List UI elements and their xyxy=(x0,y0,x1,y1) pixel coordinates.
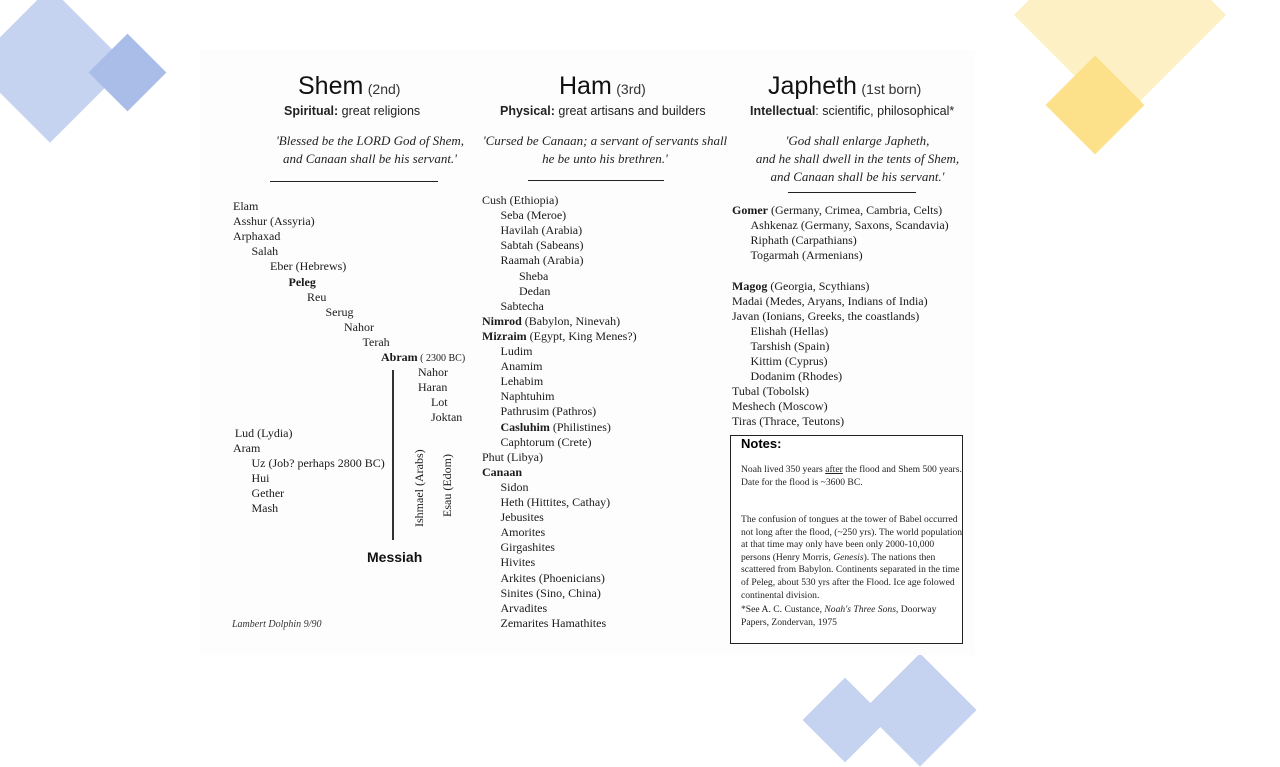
descendant-name: Javan (Ionians, Greeks, the coastlands) xyxy=(732,308,920,323)
shem-trait-text: great religions xyxy=(338,104,421,118)
ham-descendant xyxy=(501,208,567,223)
descendant-name: Seba (Meroe) xyxy=(500,208,567,223)
ham-descendant xyxy=(501,586,601,601)
ham-descendant xyxy=(501,540,555,555)
japheth-descendant xyxy=(751,324,829,339)
descendant-name: Salah xyxy=(251,244,279,259)
descendant-name: Hivites xyxy=(500,555,536,570)
descendant-name: Gomer xyxy=(732,203,768,217)
shem-descendant xyxy=(233,441,260,456)
japheth-descendant xyxy=(751,369,843,384)
descendant-name: Casluhim xyxy=(500,419,550,434)
descendant-name: Naphtuhim xyxy=(500,389,555,404)
shem-descendant xyxy=(233,229,280,244)
descendant-name: Sabtecha xyxy=(500,298,544,313)
descendant-name: Arvadites xyxy=(500,600,548,615)
shem-descendant xyxy=(233,199,258,214)
ham-descendant xyxy=(501,555,536,570)
japheth-descendant xyxy=(751,354,828,369)
t: *See A. C. Custance, xyxy=(741,604,825,615)
japheth-quote xyxy=(735,132,980,186)
shem-descendant xyxy=(252,471,270,486)
descendant-name: Lehabim xyxy=(500,374,544,389)
ham-descendant xyxy=(501,223,583,238)
shem-descendant xyxy=(431,395,448,410)
descendant-name: Terah xyxy=(362,334,390,349)
notes-paragraph-1 xyxy=(741,464,963,489)
japheth-descendant xyxy=(751,248,863,263)
descendant-name: Amorites xyxy=(500,525,546,540)
ham-descendant xyxy=(482,465,522,480)
shem-descendant xyxy=(252,486,285,501)
descendant-name: Tarshish (Spain) xyxy=(750,338,830,353)
shem-descendant xyxy=(252,456,385,471)
japheth-descendant xyxy=(732,203,942,218)
shem-descendant xyxy=(289,275,316,290)
ishmael-label: Ishmael (Arabs) xyxy=(412,449,426,527)
descendant-note: (Babylon, Ninevah) xyxy=(521,313,621,328)
descendant-name: Phut (Libya) xyxy=(482,449,543,464)
signature: Lambert Dolphin 9/90 xyxy=(232,619,322,630)
t: Noah's Three Sons, xyxy=(824,604,899,615)
descendant-name: Sabtah (Sabeans) xyxy=(500,238,584,253)
ham-descendant xyxy=(501,299,544,314)
ham-descendant xyxy=(501,495,611,510)
descendant-name: Gether xyxy=(251,485,285,500)
t: Doorway Papers, Zondervan, 1975 xyxy=(741,604,937,628)
japheth-descendant xyxy=(732,384,809,399)
ham-descendant xyxy=(501,601,548,616)
divider xyxy=(788,192,916,193)
ham-trait-label: Physical: xyxy=(500,104,555,118)
ham-descendant xyxy=(482,193,558,208)
japheth-descendant xyxy=(751,339,830,354)
shem-descendant xyxy=(418,365,448,380)
genealogy-document xyxy=(200,50,975,655)
shem-trait xyxy=(284,104,420,118)
abram-line xyxy=(392,370,394,540)
ham-trait-text: great artisans and builders xyxy=(554,104,706,118)
ham-heading xyxy=(559,72,646,101)
shem-heading xyxy=(298,72,400,101)
descendant-name: Nahor xyxy=(418,365,448,380)
japheth-trait-text: : scientific, philosophical* xyxy=(815,104,955,118)
descendant-name: Ludim xyxy=(500,344,533,358)
descendant-name: Eber (Hebrews) xyxy=(270,259,347,274)
shem-descendant xyxy=(252,244,279,259)
t: the flood and Shem 500 years. Date for the flood is ~3600 BC. xyxy=(741,464,962,488)
descendant-note: (Georgia, Scythians) xyxy=(767,278,870,293)
descendant-note: (Germany, Crimea, Cambria, Celts) xyxy=(767,203,943,217)
descendant-name: Pathrusim (Pathros) xyxy=(500,404,597,419)
descendant-name: Asshur (Assyria) xyxy=(233,214,315,229)
descendant-name: Aram xyxy=(233,440,261,455)
t: The confusion of tongues at the tower of Babel occurred not long after the flood, (~250 yrs). The world population at that time may only have been only 2000-10,000 persons (Henry Morris, xyxy=(741,514,963,563)
japheth-descendant xyxy=(751,233,857,248)
ham-descendant xyxy=(501,616,607,631)
notes-paragraph-3 xyxy=(741,604,963,629)
japheth-heading xyxy=(768,72,921,101)
ham-descendant xyxy=(501,510,544,525)
descendant-name: Elam xyxy=(233,199,259,213)
descendant-name: Abram xyxy=(381,350,418,364)
descendant-name: Nahor xyxy=(344,319,374,334)
ham-descendant xyxy=(501,404,597,419)
descendant-name: Anamim xyxy=(500,359,543,374)
descendant-name: Reu xyxy=(307,289,327,304)
descendant-name: Nimrod xyxy=(482,313,522,328)
shem-descendant xyxy=(381,350,465,365)
ham-descendant xyxy=(501,389,555,404)
descendant-name: Mizraim xyxy=(482,328,527,343)
ham-trait xyxy=(500,104,706,118)
divider xyxy=(270,181,438,182)
shem-quote xyxy=(250,132,490,168)
descendant-name: Joktan xyxy=(430,410,463,425)
descendant-name: Tiras (Thrace, Teutons) xyxy=(732,414,845,429)
descendant-name: Serug xyxy=(325,304,354,319)
ham-descendant xyxy=(501,525,546,540)
notes-box xyxy=(730,435,963,644)
descendant-name: Magog xyxy=(732,278,768,293)
shem-name: Shem xyxy=(298,72,364,100)
shem-descendant xyxy=(307,290,326,305)
t: ). The nations then scattered from Babylon. Continents separated in the time of Peleg, about 530 yrs after the Flood. Ice age folowed continental division. xyxy=(741,551,960,601)
descendant-name: Togarmah (Armenians) xyxy=(750,248,863,263)
descendant-name: Hui xyxy=(251,470,270,485)
ham-descendant xyxy=(501,420,611,435)
ham-quote xyxy=(475,132,735,168)
descendant-name: Peleg xyxy=(288,274,316,289)
descendant-name: Dodanim (Rhodes) xyxy=(750,369,843,384)
decor-diamond-blue-bottom xyxy=(863,653,976,766)
japheth-descendant xyxy=(751,218,949,233)
ham-descendant xyxy=(482,450,543,465)
quote-line: he be unto his brethren.' xyxy=(542,151,668,166)
japheth-descendant xyxy=(732,399,828,414)
descendant-name: Havilah (Arabia) xyxy=(500,223,583,238)
descendant-name: Riphath (Carpathians) xyxy=(750,233,857,248)
shem-descendant xyxy=(326,305,354,320)
divider xyxy=(528,180,664,181)
ham-descendant xyxy=(501,359,543,374)
shem-descendant xyxy=(235,426,293,441)
descendant-name: Meshech (Moscow) xyxy=(732,399,828,414)
quote-line: and Canaan shall be his servant.' xyxy=(770,169,945,184)
shem-descendant xyxy=(344,320,374,335)
descendant-name: Mash xyxy=(251,501,279,515)
descendant-note: ( 2300 BC) xyxy=(417,353,466,364)
japheth-descendant xyxy=(732,294,928,309)
descendant-name: Sinites (Sino, China) xyxy=(500,585,601,600)
descendant-name: Cush (Ethiopia) xyxy=(482,193,559,207)
ham-descendant xyxy=(501,435,592,450)
shem-descendant xyxy=(363,335,390,350)
ham-descendant xyxy=(501,238,584,253)
ham-descendant xyxy=(482,314,620,329)
ham-descendant xyxy=(519,284,550,299)
descendant-name: Dedan xyxy=(519,283,551,298)
descendant-name: Zemarites Hamathites xyxy=(500,615,607,630)
shem-order: (2nd) xyxy=(367,81,401,97)
japheth-descendant xyxy=(732,309,919,324)
shem-descendant xyxy=(252,501,279,516)
japheth-trait xyxy=(750,104,954,118)
ham-order: (3rd) xyxy=(616,81,646,97)
t: after xyxy=(825,464,843,475)
messiah-label: Messiah xyxy=(367,549,423,565)
descendant-name: Uz (Job? perhaps 2800 BC) xyxy=(251,455,385,470)
descendant-note: (Philistines) xyxy=(549,419,611,434)
descendant-name: Canaan xyxy=(482,464,523,479)
t: Genesis xyxy=(833,551,864,563)
shem-descendant xyxy=(431,410,462,425)
ham-descendant xyxy=(519,269,548,284)
descendant-name: Raamah (Arabia) xyxy=(500,253,584,268)
descendant-name: Jebusites xyxy=(500,510,544,525)
shem-trait-label: Spiritual: xyxy=(284,104,339,118)
notes-title: Notes: xyxy=(741,436,782,451)
descendant-name: Tubal (Tobolsk) xyxy=(732,384,810,399)
ham-descendant xyxy=(501,344,533,359)
notes-paragraph-2 xyxy=(741,514,963,602)
descendant-name: Arkites (Phoenicians) xyxy=(500,570,605,585)
japheth-order: (1st born) xyxy=(861,81,922,97)
t: Noah lived 350 years xyxy=(741,464,826,475)
decor-diamond-blue-bottom2 xyxy=(803,678,888,763)
ham-descendant xyxy=(482,329,637,344)
quote-line: 'Cursed be Canaan; a servant of servants shall xyxy=(482,133,728,148)
descendant-name: Arphaxad xyxy=(233,229,281,244)
descendant-name: Lot xyxy=(430,395,448,410)
quote-line: and Canaan shall be his servant.' xyxy=(283,151,457,166)
ham-descendant xyxy=(501,253,584,268)
descendant-name: Caphtorum (Crete) xyxy=(500,434,592,449)
shem-descendant xyxy=(418,380,447,395)
descendant-note: (Egypt, King Menes?) xyxy=(526,328,637,343)
descendant-name: Sidon xyxy=(500,479,529,494)
ham-descendant xyxy=(501,571,605,586)
descendant-name: Madai (Medes, Aryans, Indians of India) xyxy=(732,293,928,308)
quote-line: 'God shall enlarge Japheth, xyxy=(785,133,930,148)
descendant-name: Sheba xyxy=(519,268,549,283)
descendant-name: Heth (Hittites, Cathay) xyxy=(500,495,611,509)
descendant-name: Girgashites xyxy=(500,540,555,555)
quote-line: 'Blessed be the LORD God of Shem, xyxy=(276,133,464,148)
japheth-descendant xyxy=(732,279,869,294)
quote-line: and he shall dwell in the tents of Shem, xyxy=(755,151,960,166)
descendant-name: Lud (Lydia) xyxy=(234,425,293,440)
shem-descendant xyxy=(233,214,315,229)
japheth-descendant xyxy=(732,414,844,429)
descendant-name: Ashkenaz (Germany, Saxons, Scandavia) xyxy=(750,218,949,233)
japheth-name: Japheth xyxy=(768,72,857,100)
esau-label: Esau (Edom) xyxy=(440,454,454,517)
descendant-name: Elishah (Hellas) xyxy=(750,323,829,338)
descendant-name: Kittim (Cyprus) xyxy=(750,354,828,368)
japheth-trait-label: Intellectual xyxy=(750,104,816,118)
ham-name: Ham xyxy=(559,72,612,100)
shem-descendant xyxy=(270,259,346,274)
descendant-name: Haran xyxy=(418,380,448,395)
ham-descendant xyxy=(501,480,529,495)
ham-descendant xyxy=(501,374,544,389)
